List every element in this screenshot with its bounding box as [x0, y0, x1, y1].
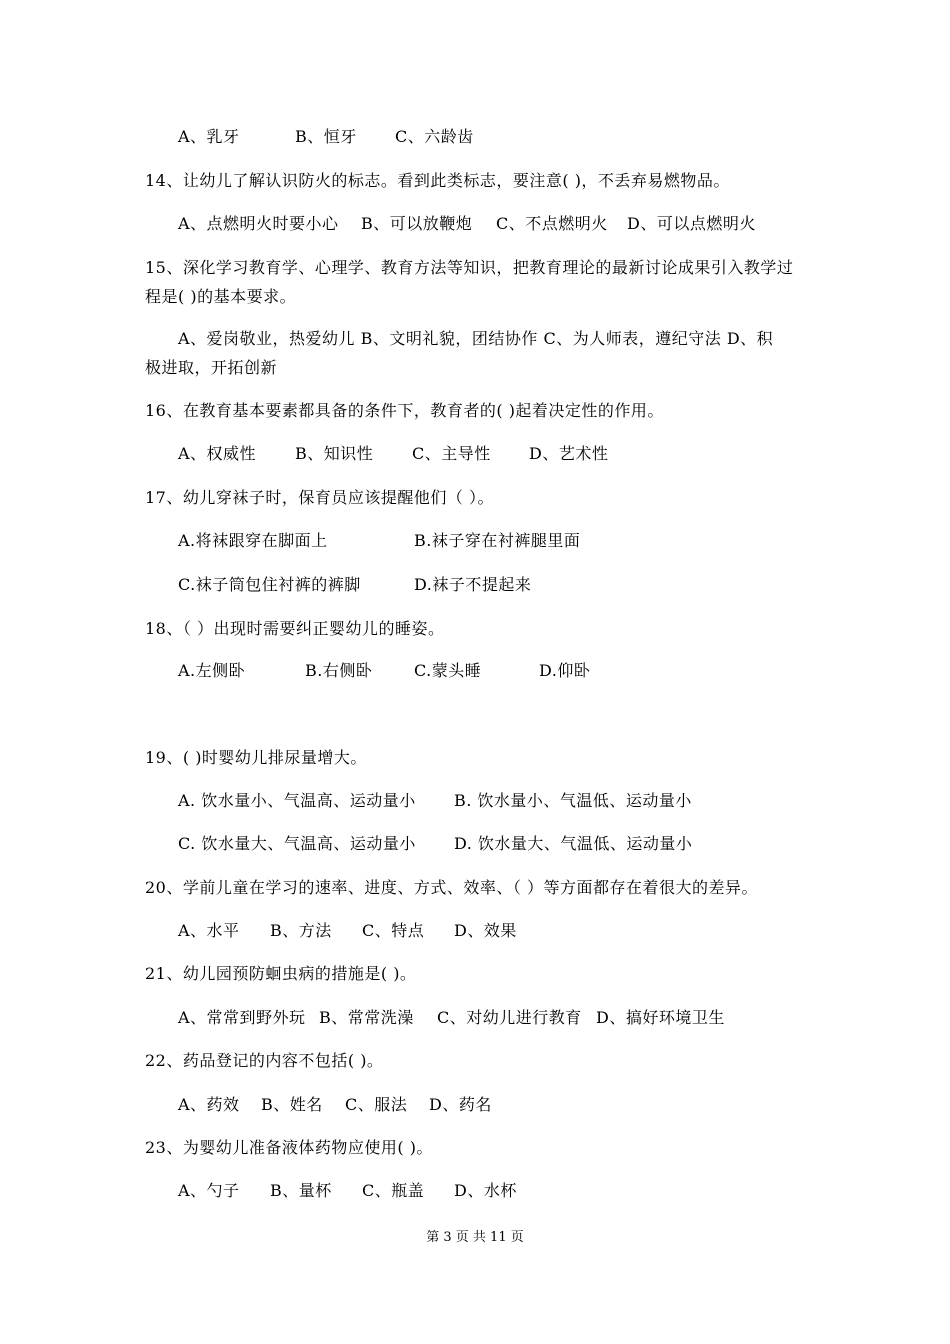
- option-d: D.仰卧: [539, 661, 591, 680]
- option-c: C、不点燃明火: [496, 214, 608, 233]
- question-15-options-line1: A、爱岗敬业，热爱幼儿 B、文明礼貌，团结协作 C、为人师表，遵纪守法 D、积: [178, 329, 774, 348]
- question-16-options: [178, 443, 810, 465]
- option-b: B、量杯: [270, 1181, 332, 1200]
- option-d: D、搞好环境卫生: [596, 1008, 725, 1027]
- question-22-stem: 22、药品登记的内容不包括( )。: [145, 1051, 384, 1070]
- option-a: A、权威性: [178, 444, 257, 463]
- question-23-stem: 23、为婴幼儿准备液体药物应使用( )。: [145, 1138, 433, 1157]
- option-d: D. 饮水量大、气温低、运动量小: [454, 834, 693, 853]
- option-a: A、药效: [178, 1095, 240, 1114]
- option-a: A、水平: [178, 921, 240, 940]
- question-17-stem: 17、幼儿穿袜子时，保育员应该提醒他们（ ）。: [145, 488, 494, 507]
- option-b: B、可以放鞭炮: [361, 214, 473, 233]
- question-15-options-line2: 极进取，开拓创新: [145, 358, 278, 377]
- option-b: B.袜子穿在衬裤腿里面: [414, 531, 581, 550]
- option-c: C. 饮水量大、气温高、运动量小: [178, 834, 416, 853]
- option-a: A、勺子: [178, 1181, 240, 1200]
- question-16-stem: 16、在教育基本要素都具备的条件下，教育者的( )起着决定性的作用。: [145, 401, 664, 420]
- option-c: C.袜子筒包住衬裤的裤脚: [178, 575, 361, 594]
- question-22-options: [178, 1094, 810, 1116]
- question-20-options: [178, 920, 810, 942]
- question-21-options: [178, 1007, 810, 1029]
- question-17-options-row2: [178, 574, 810, 596]
- option-a: A.将袜跟穿在脚面上: [178, 531, 328, 550]
- option-c: C、对幼儿进行教育: [437, 1008, 582, 1027]
- question-17-options-row1: [178, 530, 810, 552]
- option-a: A. 饮水量小、气温高、运动量小: [178, 791, 416, 810]
- option-a: A、点燃明火时要小心: [178, 214, 339, 233]
- option-d: D.袜子不提起来: [414, 575, 532, 594]
- option-a: A.左侧卧: [178, 661, 246, 680]
- question-21-stem: 21、幼儿园预防蛔虫病的措施是( )。: [145, 964, 417, 983]
- question-19-stem: 19、( )时婴幼儿排尿量增大。: [145, 748, 367, 767]
- option-c: C、瓶盖: [362, 1181, 425, 1200]
- option-b: B、恒牙: [295, 127, 357, 146]
- question-13-options: [178, 126, 810, 148]
- question-14-options: [178, 213, 810, 235]
- page-number: 第 3 页 共 11 页: [426, 1230, 524, 1245]
- question-15-stem-line2: 程是( )的基本要求。: [145, 287, 297, 306]
- option-d: D、水杯: [454, 1181, 517, 1200]
- option-c: C、六龄齿: [395, 127, 474, 146]
- option-d: D、可以点燃明火: [627, 214, 756, 233]
- question-23-options: [178, 1180, 810, 1202]
- option-c: C、主导性: [412, 444, 491, 463]
- option-b: B、常常洗澡: [319, 1008, 414, 1027]
- option-a: A、乳牙: [178, 127, 240, 146]
- option-b: B、方法: [270, 921, 332, 940]
- option-b: B. 饮水量小、气温低、运动量小: [454, 791, 692, 810]
- option-b: B、姓名: [261, 1095, 323, 1114]
- option-b: B.右侧卧: [305, 661, 373, 680]
- question-14-stem: 14、让幼儿了解认识防火的标志。看到此类标志，要注意( )，不丢弃易燃物品。: [145, 171, 730, 190]
- question-15-stem-line1: 15、深化学习教育学、心理学、教育方法等知识，把教育理论的最新讨论成果引入教学过: [145, 258, 794, 277]
- option-c: C.蒙头睡: [414, 661, 482, 680]
- option-d: D、效果: [454, 921, 517, 940]
- question-19-options-row1: [178, 790, 810, 812]
- question-18-options: [178, 660, 810, 682]
- question-18-stem: 18、（ ）出现时需要纠正婴幼儿的睡姿。: [145, 619, 445, 638]
- option-b: B、知识性: [295, 444, 374, 463]
- option-c: C、特点: [362, 921, 425, 940]
- question-19-options-row2: [178, 833, 810, 855]
- option-d: D、艺术性: [529, 444, 609, 463]
- option-a: A、常常到野外玩: [178, 1008, 306, 1027]
- question-20-stem: 20、学前儿童在学习的速率、进度、方式、效率、（ ）等方面都存在着很大的差异。: [145, 878, 758, 897]
- option-c: C、服法: [345, 1095, 408, 1114]
- option-d: D、药名: [429, 1095, 492, 1114]
